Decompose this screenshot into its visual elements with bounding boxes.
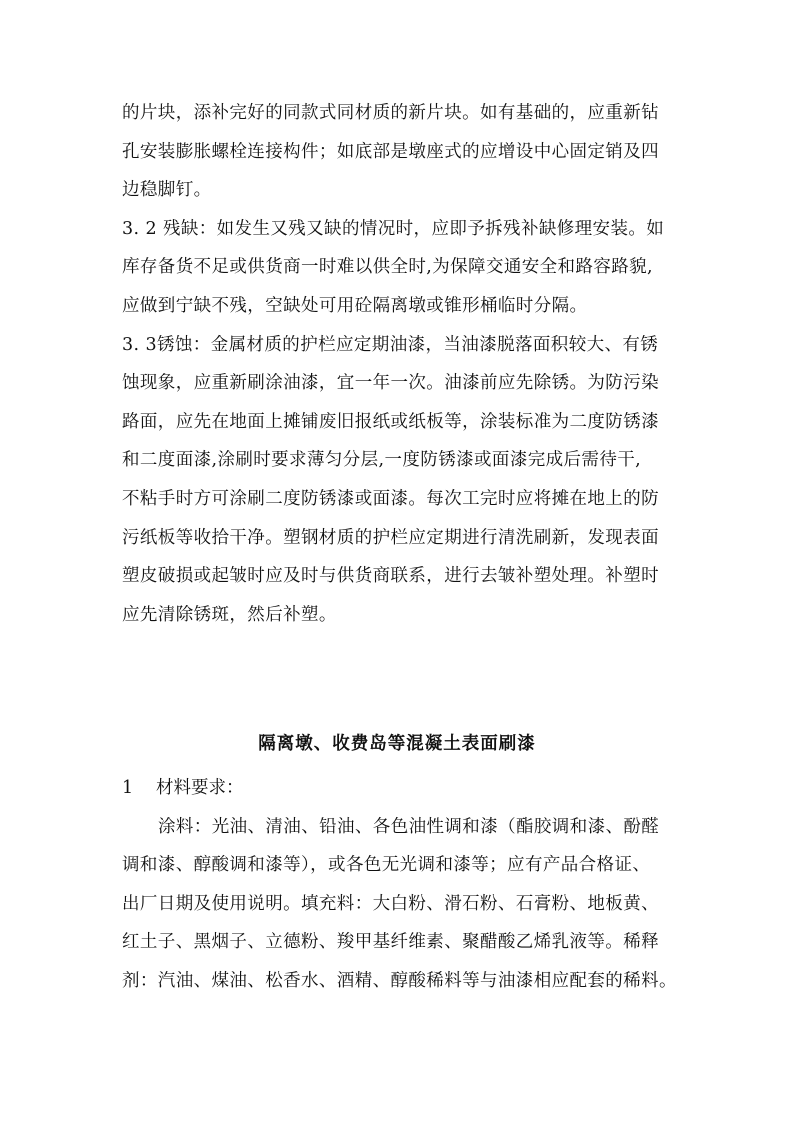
text-line: 调和漆、醇酸调和漆等），或各色无光调和漆等；应有产品合格证、 xyxy=(122,855,651,876)
text-line: 出厂日期及使用说明。填充料：大白粉、滑石粉、石膏粉、地板黄、 xyxy=(122,893,659,914)
materials-section xyxy=(122,769,687,1001)
text-line: 污纸板等收拾干净。塑钢材质的护栏应定期进行清洗刷新，发现表面 xyxy=(122,527,659,548)
text-line: 和二度面漆,涂刷时要求薄匀分层,一度防锈漆或面漆完成后需待干, xyxy=(122,450,642,471)
text-line: 路面，应先在地面上摊铺废旧报纸或纸板等，涂装标准为二度防锈漆 xyxy=(122,411,659,432)
text-line: 应做到宁缺不残，空缺处可用砼隔离墩或锥形桶临时分隔。 xyxy=(122,295,588,316)
list-item-heading xyxy=(122,769,687,808)
text-line: 红土子、黑烟子、立德粉、羧甲基纤维素、聚醋酸乙烯乳液等。稀释 xyxy=(122,932,659,953)
text-line: 应先清除锈斑，然后补塑。 xyxy=(122,604,337,625)
text-line: 孔安装膨胀螺栓连接构件；如底部是墩座式的应增设中心固定销及四 xyxy=(122,141,659,162)
section-heading: 隔离墩、收费岛等混凝土表面刷漆 xyxy=(258,734,536,754)
text-line: 3. 2 残缺：如发生又残又缺的情况时，应即予拆残补缺修理安装。如 xyxy=(122,218,665,239)
text-line: 边稳脚钉。 xyxy=(122,180,212,201)
text-line: 的片块，添补完好的同款式同材质的新片块。如有基础的，应重新钻 xyxy=(122,103,659,123)
text-line: 塑皮破损或起皱时应及时与供货商联系，进行去皱补塑处理。补塑时 xyxy=(122,566,659,587)
item-number: 1 xyxy=(122,778,134,798)
text-line: 涂料：光油、清油、铅油、各色油性调和漆（酯胶调和漆、酚醛 xyxy=(158,816,660,837)
body-text xyxy=(122,94,687,634)
text-line: 3. 3锈蚀：金属材质的护栏应定期油漆，当油漆脱落面积较大、有锈 xyxy=(122,334,659,355)
text-line: 剂：汽油、煤油、松香水、酒精、醇酸稀料等与油漆相应配套的稀料。 xyxy=(122,970,677,991)
item-title: 材料要求： xyxy=(156,778,244,798)
text-line: 库存备货不足或供货商一时难以供全时,为保障交通安全和路容路貌, xyxy=(122,257,654,278)
text-line: 不粘手时方可涂刷二度防锈漆或面漆。每次工完时应将摊在地上的防 xyxy=(122,488,659,509)
text-line: 蚀现象，应重新刷涂油漆，宜一年一次。油漆前应先除锈。为防污染 xyxy=(122,373,659,394)
